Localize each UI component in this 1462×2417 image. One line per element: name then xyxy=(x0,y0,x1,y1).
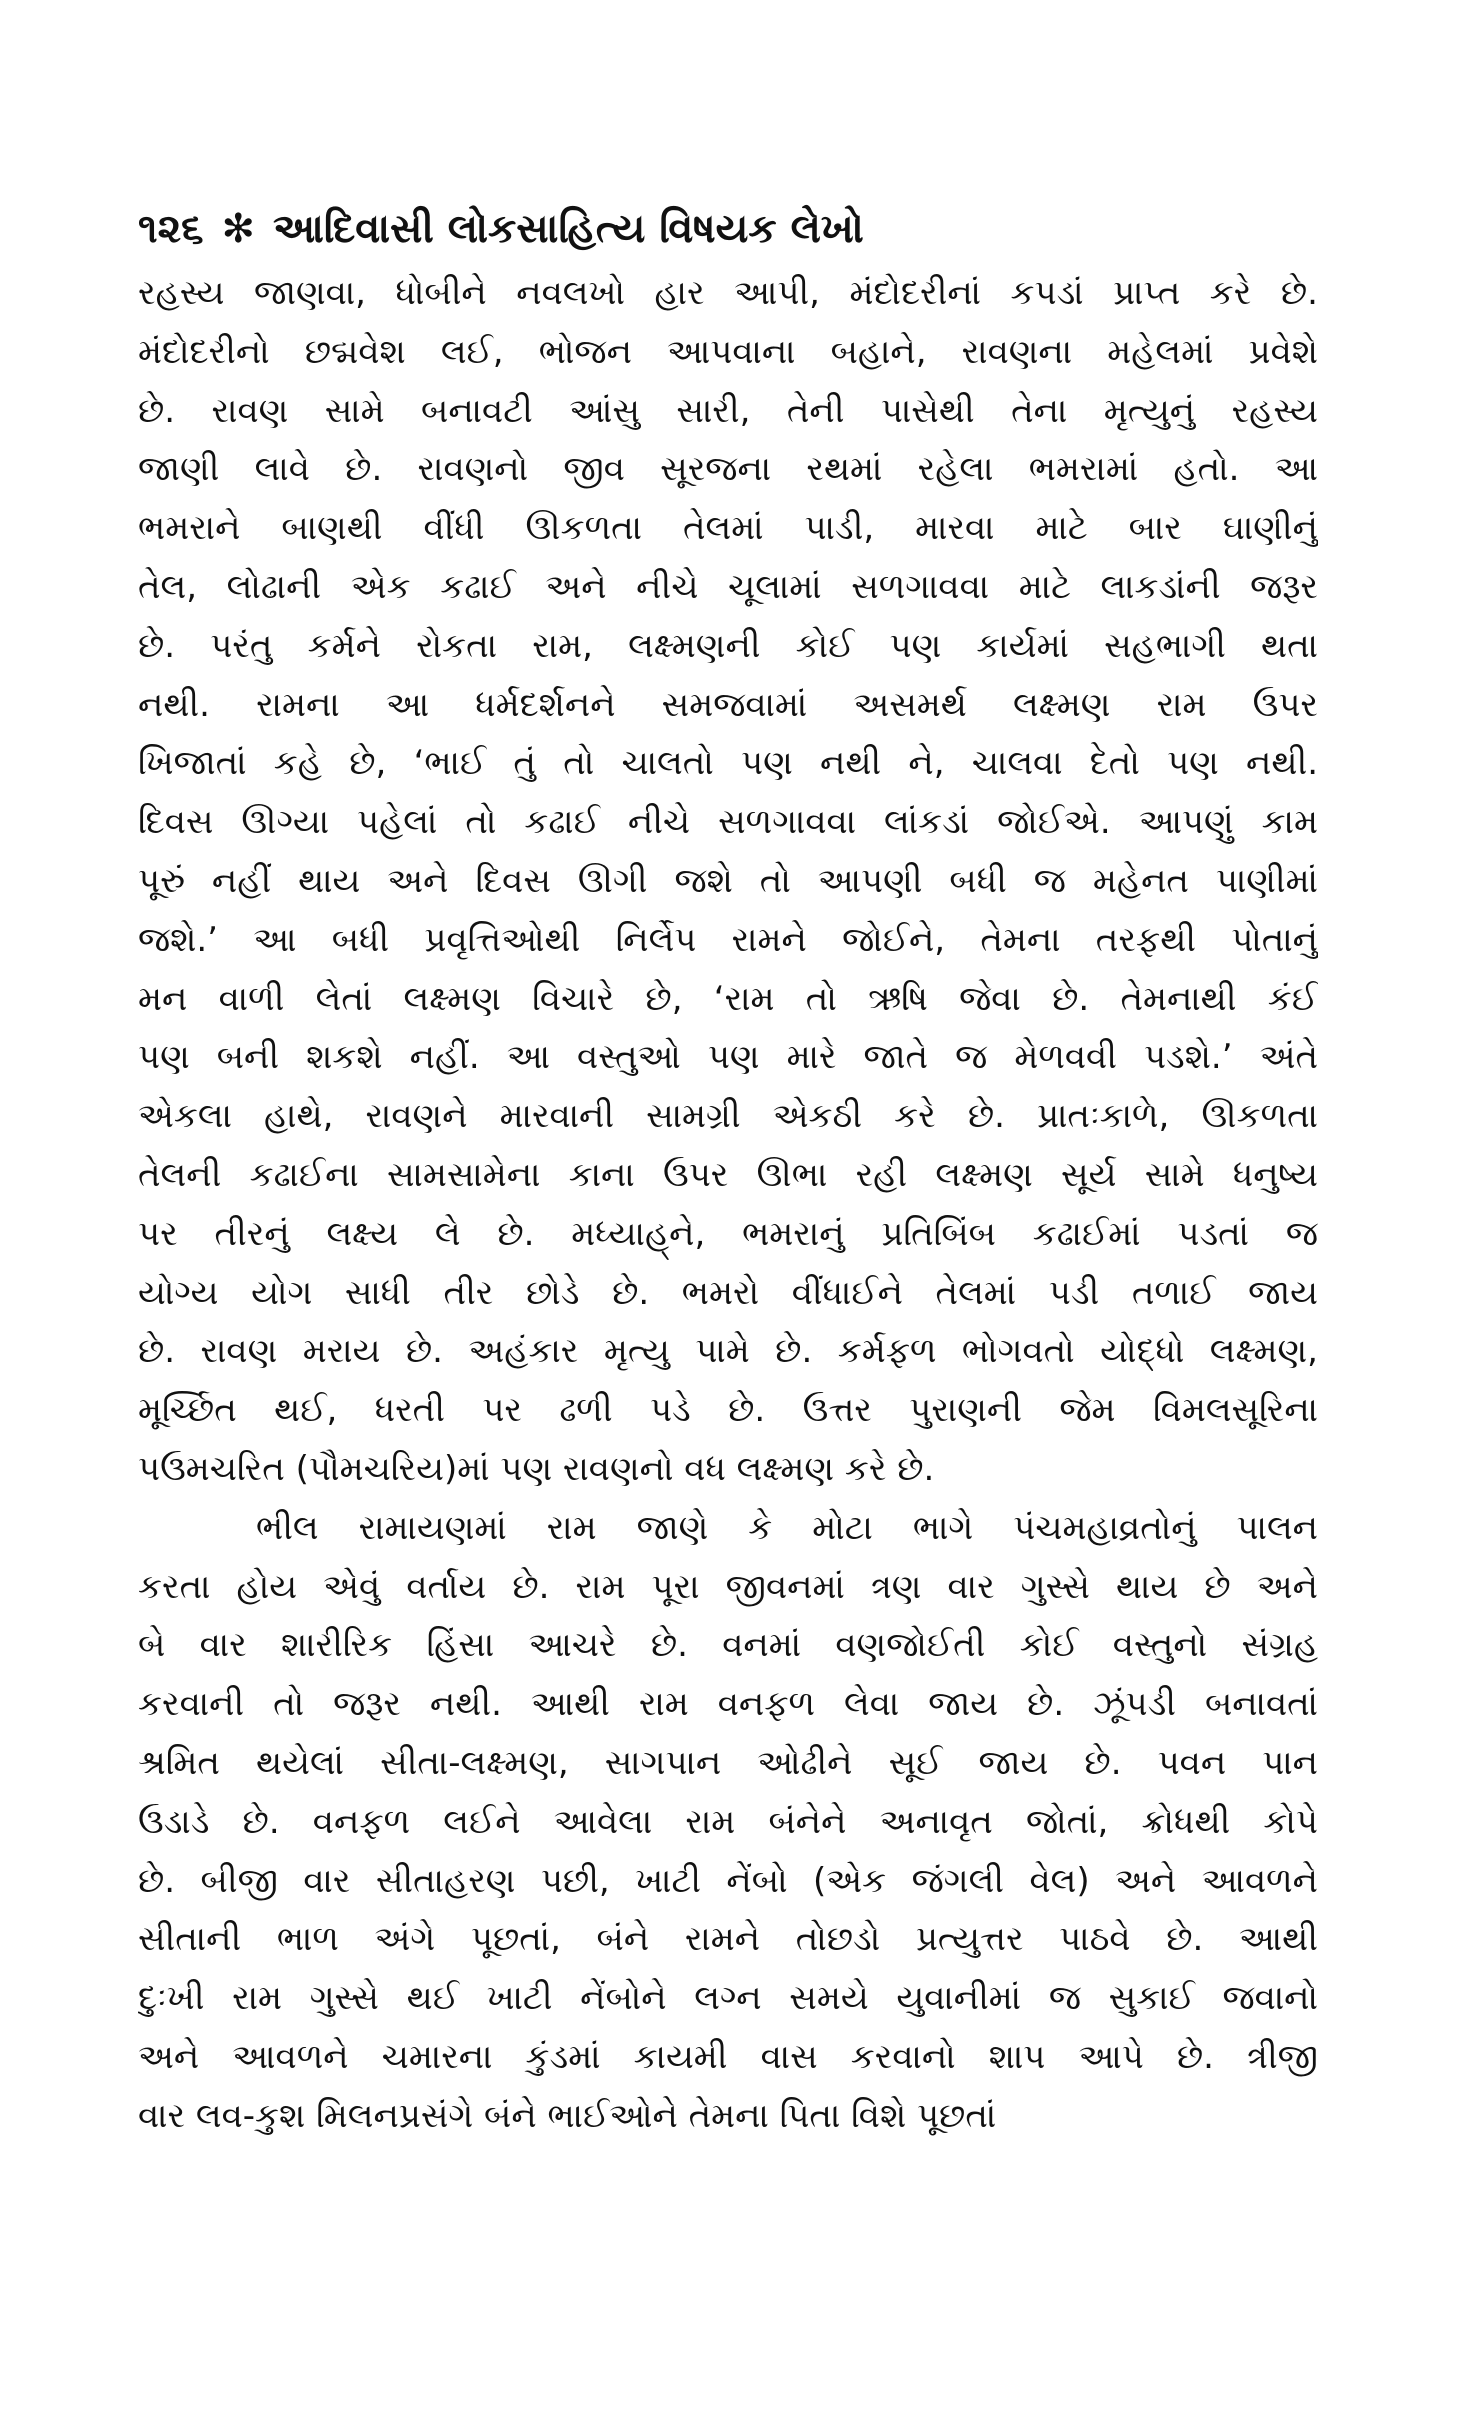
paragraph xyxy=(138,264,1318,1499)
text-line: સીતાની ભાળ અંગે પૂછતાં, બંને રામને તોછડો પ્રત્યુત્તર પાઠવે છે. આથી xyxy=(138,1919,1318,1960)
text-line: એકલા હાથે, રાવણને મારવાની સામગ્રી એકઠી કરે છે. પ્રાતઃકાળે, ઊકળતા xyxy=(138,1096,1318,1137)
text-line: ઉડાડે છે. વનફળ લઈને આવેલા રામ બંનેને અનાવૃત જોતાં, ક્રોધથી કોપે xyxy=(138,1801,1318,1842)
text-line: કરતા હોય એવું વર્તાય છે. રામ પૂરા જીવનમાં ત્રણ વાર ગુસ્સે થાય છે અને xyxy=(138,1566,1318,1607)
asterisk-separator-icon: ✻ xyxy=(221,206,255,252)
text-line: છે. રાવણ સામે બનાવટી આંસુ સારી, તેની પાસેથી તેના મૃત્યુનું રહસ્ય xyxy=(138,390,1318,431)
text-line: છે. બીજી વાર સીતાહરણ પછી, ખાટી નેંબો (એક જંગલી વેલ) અને આવળને xyxy=(138,1860,1318,1901)
running-header xyxy=(138,200,1318,258)
text-line: તેલ, લોઢાની એક કઢાઈ અને નીચે ચૂલામાં સળગાવવા માટે લાકડાંની જરૂર xyxy=(138,566,1318,607)
text-line: કરવાની તો જરૂર નથી. આથી રામ વનફળ લેવા જાય છે. ઝૂંપડી બનાવતાં xyxy=(138,1684,1318,1725)
text-line: પર તીરનું લક્ષ્ય લે છે. મધ્યાહ્‌ને, ભમરાનું પ્રતિબિંબ કઢાઈમાં પડતાં જ xyxy=(138,1213,1318,1254)
text-line: અને આવળને ચમારના કુંડમાં કાયમી વાસ કરવાનો શાપ આપે છે. ત્રીજી xyxy=(138,2036,1318,2077)
book-title: આદિવાસી લોકસાહિત્ય વિષયક લેખો xyxy=(273,206,864,252)
text-line: મન વાળી લેતાં લક્ષ્મણ વિચારે છે, ‘રામ તો ઋષિ જેવા છે. તેમનાથી કંઈ xyxy=(138,978,1318,1019)
body-text xyxy=(138,264,1318,2146)
text-line: છે. પરંતુ કર્મને રોકતા રામ, લક્ષ્મણની કોઈ પણ કાર્યમાં સહભાગી થતા xyxy=(138,625,1318,666)
page-number: ૧૨૬ xyxy=(138,206,204,252)
text-line: મંદોદરીનો છદ્મવેશ લઈ, ભોજન આપવાના બહાને, રાવણના મહેલમાં પ્રવેશે xyxy=(138,331,1318,372)
text-line: પણ બની શકશે નહીં. આ વસ્તુઓ પણ મારે જાતે જ મેળવવી પડશે.’ અંતે xyxy=(138,1037,1318,1078)
text-line: પઉમચરિત (પૌમચરિય)માં પણ રાવણનો વધ લક્ષ્મણ કરે છે. xyxy=(138,1448,935,1489)
text-line: યોગ્ય યોગ સાધી તીર છોડે છે. ભમરો વીંધાઈને તેલમાં પડી તળાઈ જાય xyxy=(138,1272,1318,1313)
text-line: શ્રમિત થયેલાં સીતા-લક્ષ્મણ, સાગપાન ઓઢીને સૂઈ જાય છે. પવન પાન xyxy=(138,1742,1318,1783)
text-line: પૂરું નહીં થાય અને દિવસ ઊગી જશે તો આપણી બધી જ મહેનત પાણીમાં xyxy=(138,860,1318,901)
text-line: દિવસ ઊગ્યા પહેલાં તો કઢાઈ નીચે સળગાવવા લાંકડાં જોઈએ. આપણું કામ xyxy=(138,802,1318,843)
text-line: રહસ્ય જાણવા, ધોબીને નવલખો હાર આપી, મંદોદરીનાં કપડાં પ્રાપ્ત કરે છે. xyxy=(138,273,1318,313)
text-line: ભમરાને બાણથી વીંધી ઊકળતા તેલમાં પાડી, મારવા માટે બાર ઘાણીનું xyxy=(138,508,1318,549)
text-line: નથી. રામના આ ધર્મદર્શનને સમજવામાં અસમર્થ લક્ષ્મણ રામ ઉપર xyxy=(138,684,1318,725)
book-page xyxy=(138,200,1318,2146)
text-line: ખિજાતાં કહે છે, ‘ભાઈ તું તો ચાલતો પણ નથી ને, ચાલવા દેતો પણ નથી. xyxy=(138,743,1318,784)
text-line: જાણી લાવે છે. રાવણનો જીવ સૂરજના રથમાં રહેલા ભમરામાં હતો. આ xyxy=(138,449,1318,490)
text-line: જશે.’ આ બધી પ્રવૃત્તિઓથી નિર્લેપ રામને જોઈને, તેમના તરફથી પોતાનું xyxy=(138,919,1318,960)
text-line: ભીલ રામાયણમાં રામ જાણે કે મોટા ભાગે પંચમહાવ્રતોનું પાલન xyxy=(256,1507,1318,1548)
text-line: તેલની કઢાઈના સામસામેના કાના ઉપર ઊભા રહી લક્ષ્મણ સૂર્ય સામે ધનુષ્ય xyxy=(138,1154,1318,1195)
text-line: વાર લવ-કુશ મિલનપ્રસંગે બંને ભાઈઓને તેમના પિતા વિશે પૂછતાં xyxy=(138,2095,997,2136)
text-line: બે વાર શારીરિક હિંસા આચરે છે. વનમાં વણજોઈતી કોઈ વસ્તુનો સંગ્રહ xyxy=(138,1625,1318,1666)
text-line: મૂર્ચ્છિત થઈ, ધરતી પર ઢળી પડે છે. ઉત્તર પુરાણની જેમ વિમલસૂરિના xyxy=(138,1390,1318,1431)
text-line: દુઃખી રામ ગુસ્સે થઈ ખાટી નેંબોને લગ્ન સમયે યુવાનીમાં જ સુકાઈ જવાનો xyxy=(138,1978,1318,2019)
paragraph xyxy=(138,1499,1318,2146)
text-line: છે. રાવણ મરાય છે. અહંકાર મૃત્યુ પામે છે. કર્મફળ ભોગવતો યોદ્ધો લક્ષ્મણ, xyxy=(138,1331,1318,1372)
